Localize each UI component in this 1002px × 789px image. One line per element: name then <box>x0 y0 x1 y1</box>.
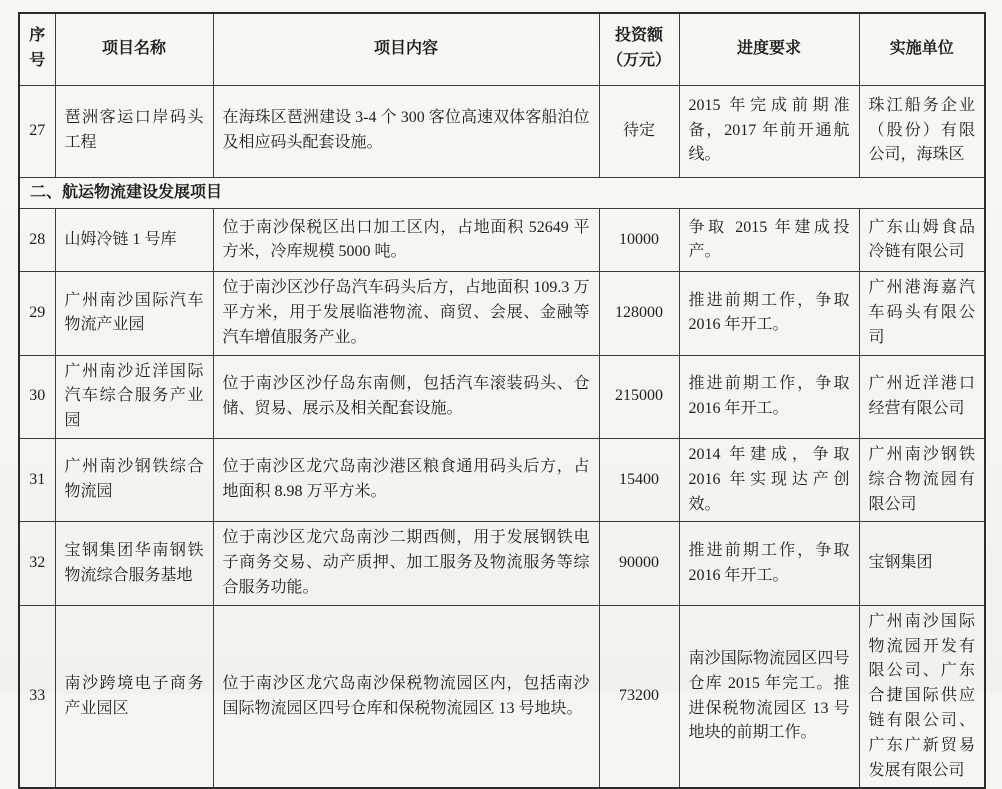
section-header-row <box>19 177 985 209</box>
header-investment-line1: 投资额 <box>614 27 663 45</box>
row-30-name: 广州南沙近洋国际汽车综合服务产业园 <box>55 355 213 438</box>
row-29-content: 位于南沙区沙仔岛汽车码头后方，占地面积 109.3 万平方米，用于发展临港物流、商贸、会展、金融等汽车增值服务产业。 <box>213 272 599 355</box>
row-30-no: 30 <box>19 355 55 438</box>
header-content: 项目内容 <box>213 13 599 85</box>
row-32-progress: 推进前期工作，争取 2016 年开工。 <box>679 522 859 605</box>
row-30-investment: 215000 <box>599 355 679 438</box>
header-row <box>19 13 985 85</box>
row-27-name: 琶洲客运口岸码头工程 <box>55 85 213 177</box>
table-row-33 <box>19 605 985 788</box>
row-31-no: 31 <box>19 439 55 522</box>
row-31-name: 广州南沙钢铁综合物流园 <box>55 439 213 522</box>
header-investment-line2: （万元） <box>606 52 671 70</box>
table-row-28 <box>19 209 985 272</box>
row-33-progress: 南沙国际物流园区四号仓库 2015 年完工。推进保税物流园区 13 号地块的前期工作。 <box>679 605 859 788</box>
row-31-unit: 广州南沙钢铁综合物流园有限公司 <box>859 439 985 522</box>
header-no: 序号 <box>19 13 55 85</box>
row-32-content: 位于南沙区龙穴岛南沙二期西侧，用于发展钢铁电子商务交易、动产质押、加工服务及物流服务等综合服务功能。 <box>213 522 599 605</box>
row-32-unit: 宝钢集团 <box>859 522 985 605</box>
table-row-29 <box>19 272 985 355</box>
row-30-progress: 推进前期工作，争取 2016 年开工。 <box>679 355 859 438</box>
row-29-name: 广州南沙国际汽车物流产业园 <box>55 272 213 355</box>
row-32-name: 宝钢集团华南钢铁物流综合服务基地 <box>55 522 213 605</box>
row-32-investment: 90000 <box>599 522 679 605</box>
row-29-investment: 128000 <box>599 272 679 355</box>
row-28-progress: 争取 2015 年建成投产。 <box>679 209 859 272</box>
row-27-investment: 待定 <box>599 85 679 177</box>
row-33-unit: 广州南沙国际物流园开发有限公司、广东合捷国际供应链有限公司、广东广新贸易发展有限公司 <box>859 605 985 788</box>
section-header-label: 二、航运物流建设发展项目 <box>19 177 985 209</box>
row-31-content: 位于南沙区龙穴岛南沙港区粮食通用码头后方，占地面积 8.98 万平方米。 <box>213 439 599 522</box>
table-row-27 <box>19 85 985 177</box>
row-30-unit: 广州近洋港口经营有限公司 <box>859 355 985 438</box>
projects-table <box>18 12 986 789</box>
row-30-content: 位于南沙区沙仔岛东南侧，包括汽车滚装码头、仓储、贸易、展示及相关配套设施。 <box>213 355 599 438</box>
row-29-unit: 广州港海嘉汽车码头有限公司 <box>859 272 985 355</box>
row-29-progress: 推进前期工作，争取 2016 年开工。 <box>679 272 859 355</box>
row-31-progress: 2014 年建成，争取 2016 年实现达产创效。 <box>679 439 859 522</box>
row-27-unit: 珠江船务企业（股份）有限公司，海珠区 <box>859 85 985 177</box>
row-27-no: 27 <box>19 85 55 177</box>
header-name: 项目名称 <box>55 13 213 85</box>
row-27-content: 在海珠区琶洲建设 3-4 个 300 客位高速双体客船泊位及相应码头配套设施。 <box>213 85 599 177</box>
table-row-32 <box>19 522 985 605</box>
row-28-unit: 广东山姆食品冷链有限公司 <box>859 209 985 272</box>
row-31-investment: 15400 <box>599 439 679 522</box>
row-33-content: 位于南沙区龙穴岛南沙保税物流园区内，包括南沙国际物流园区四号仓库和保税物流园区 13 号地块。 <box>213 605 599 788</box>
header-investment <box>599 13 679 85</box>
row-33-no: 33 <box>19 605 55 788</box>
table-row-30 <box>19 355 985 438</box>
header-unit: 实施单位 <box>859 13 985 85</box>
row-28-name: 山姆冷链 1 号库 <box>55 209 213 272</box>
row-33-name: 南沙跨境电子商务产业园区 <box>55 605 213 788</box>
row-28-no: 28 <box>19 209 55 272</box>
row-33-investment: 73200 <box>599 605 679 788</box>
row-27-progress: 2015 年完成前期准备，2017 年前开通航线。 <box>679 85 859 177</box>
row-32-no: 32 <box>19 522 55 605</box>
header-progress: 进度要求 <box>679 13 859 85</box>
row-28-content: 位于南沙保税区出口加工区内，占地面积 52649 平方米，冷库规模 5000 吨。 <box>213 209 599 272</box>
row-28-investment: 10000 <box>599 209 679 272</box>
table-row-31 <box>19 439 985 522</box>
row-29-no: 29 <box>19 272 55 355</box>
